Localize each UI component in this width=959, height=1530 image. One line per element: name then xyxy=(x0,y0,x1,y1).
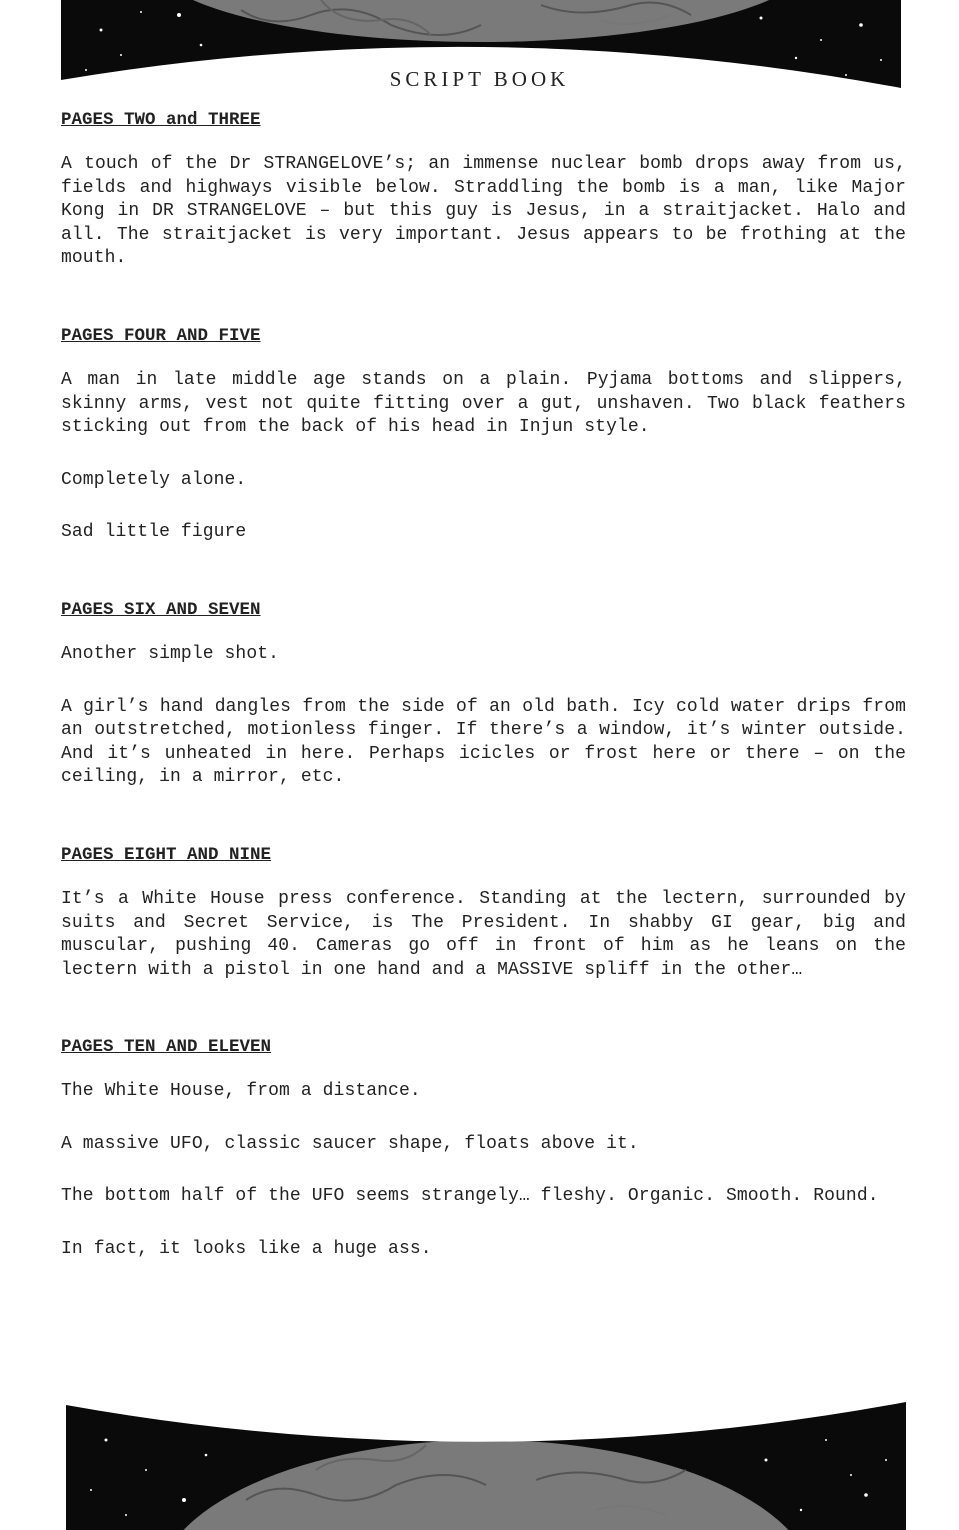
section-paragraph: A man in late middle age stands on a plain. Pyjama bottoms and slippers, skinny arms, vest not quite fitting over a gut, unshaven. Two black feathers sticking out from the back of his head in Injun style. xyxy=(61,369,906,438)
section-paragraph: The bottom half of the UFO seems strangely… fleshy. Organic. Smooth. Round. xyxy=(61,1186,879,1207)
script-content xyxy=(61,108,906,1291)
section-pages-eight-nine xyxy=(61,843,906,982)
section-paragraph: The White House, from a distance. xyxy=(61,1081,421,1102)
section-pages-four-five xyxy=(61,324,906,545)
section-paragraph: A touch of the Dr STRANGELOVE’s; an immense nuclear bomb drops away from us, fields and highways visible below. Straddling the bomb is a man, like Major Kong in DR STRANGELOVE – but this guy is Jesus, in a straitjacket. Halo and all. The straitjacket is very important. Jesus appears to be frothing at the mouth. xyxy=(61,154,906,269)
header-title: SCRIPT BOOK xyxy=(389,67,570,91)
section-pages-six-seven xyxy=(61,598,906,790)
footer-banner-illustration xyxy=(66,1400,906,1530)
section-paragraph: Another simple shot. xyxy=(61,643,280,664)
section-paragraph: A massive UFO, classic saucer shape, floats above it. xyxy=(61,1133,639,1154)
section-heading: PAGES EIGHT AND NINE xyxy=(61,844,272,865)
section-paragraph: A girl’s hand dangles from the side of an old bath. Icy cold water drips from an outstretched, motionless finger. If there’s a window, it’s winter outside. And it’s unheated in here. Perhaps icicles or frost here or there – on the ceiling, in a mirror, etc. xyxy=(61,696,906,788)
section-heading: PAGES TEN AND ELEVEN xyxy=(61,1037,272,1058)
section-pages-two-three xyxy=(61,108,906,271)
section-heading: PAGES TWO and THREE xyxy=(61,110,261,130)
section-heading: PAGES FOUR AND FIVE xyxy=(61,325,261,346)
section-paragraph: Sad little figure xyxy=(61,522,247,543)
section-pages-ten-eleven xyxy=(61,1035,906,1261)
section-paragraph: In fact, it looks like a huge ass. xyxy=(61,1239,432,1260)
section-paragraph: Completely alone. xyxy=(61,469,247,490)
section-heading: PAGES SIX AND SEVEN xyxy=(61,599,261,620)
section-paragraph: It’s a White House press conference. Standing at the lectern, surrounded by suits and Secret Service, is The President. In shabby GI gear, big and muscular, pushing 40. Cameras go off in front of him as he leans on the lectern with a pistol in one hand and a MASSIVE spliff in the other… xyxy=(61,888,906,980)
